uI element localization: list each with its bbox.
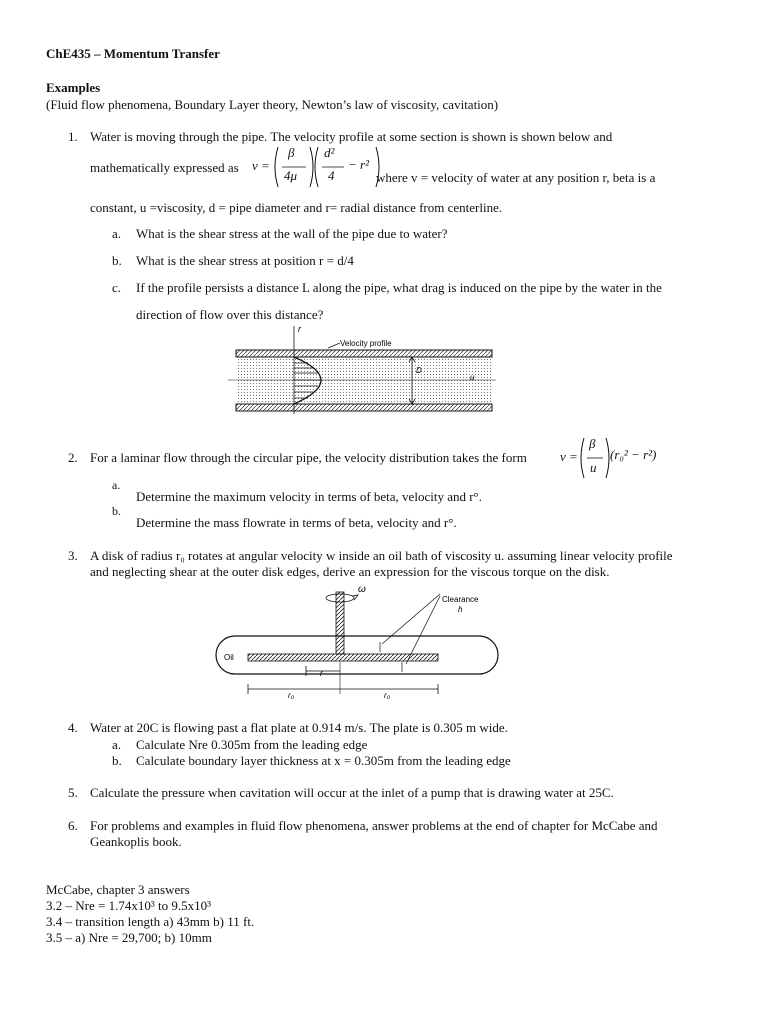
disk-fig-ro-left: r₀ [288,691,295,700]
q2-number: 2. [68,450,78,465]
course-title: ChE435 – Momentum Transfer [46,46,220,61]
q1a-text: What is the shear stress at the wall of the pipe due to water? [136,226,448,241]
q1-line3: constant, u =viscosity, d = pipe diameter and r= radial distance from centerline. [90,200,503,215]
q6-line1: For problems and examples in fluid flow phenomena, answer problems at the end of chapter for McCabe and [90,818,658,833]
eq1-beta: β [288,145,295,160]
q4a-label: a. [112,737,122,752]
q1-line2a: mathematically expressed as [90,160,239,175]
q1b-text: What is the shear stress at position r = d/4 [136,253,354,268]
eq2-lhs: v = [560,449,578,464]
q4a-text: Calculate Nre 0.305m from the leading edge [136,737,368,752]
eq2-u: u [590,460,597,475]
disk-fig-oil: Oil [224,653,234,662]
q1a-label: a. [112,226,122,241]
q1-number: 1. [68,129,78,144]
eq1-4: 4 [328,168,335,183]
section-heading: Examples [46,80,101,95]
q3-line1: A disk of radius r₀ rotates at angular velocity w inside an oil bath of viscosity u. assuming linear velocity profile [90,548,673,563]
q6-line2: Geankoplis book. [90,834,182,849]
disk-fig-r: r [320,669,323,678]
topics-line: (Fluid flow phenomena, Boundary Layer theory, Newton’s law of viscosity, cavitation) [46,97,499,112]
q2-text: For a laminar flow through the circular pipe, the velocity distribution takes the form [90,450,527,465]
pipe-fig-profile-label: Velocity profile [340,339,392,348]
disk-torque-figure [212,584,504,706]
q1c-text1: If the profile persists a distance L along the pipe, what drag is induced on the pipe by the water in the [136,280,662,295]
q4-text: Water at 20C is flowing past a flat plate at 0.914 m/s. The plate is 0.305 m wide. [90,720,508,735]
eq2-beta: β [589,436,596,451]
q2b-label: b. [112,504,121,518]
eq1-lhs: v = [252,158,270,173]
disk-fig-omega: ω [358,584,366,595]
q6-number: 6. [68,818,78,833]
pipe-fig-u-label: u [470,373,475,382]
q1b-label: b. [112,253,122,268]
disk-fig-clearance: Clearance [442,595,479,604]
pipe-velocity-figure [228,322,500,418]
q2b-text: Determine the mass flowrate in terms of beta, velocity and r°. [136,515,457,530]
q4b-text: Calculate boundary layer thickness at x = 0.305m from the leading edge [136,753,511,768]
eq1-4mu: 4μ [284,168,298,183]
answer-3-2: 3.2 – Nre = 1.74x10³ to 9.5x10³ [46,898,211,913]
disk-fig-h: h [458,605,463,614]
q1c-label: c. [112,280,122,295]
q2a-text: Determine the maximum velocity in terms of beta, velocity and r°. [136,489,482,504]
q1-line1: Water is moving through the pipe. The velocity profile at some section is shown is shown below and [90,129,613,144]
q1-line2b: where v = velocity of water at any position r, beta is a [376,170,656,185]
pipe-fig-d-label: D [416,366,422,375]
eq2-rest: (r₀² − r²) [610,447,657,462]
pipe-fig-r-label: r [298,324,301,334]
q5-number: 5. [68,785,78,800]
q2a-label: a. [112,478,121,492]
eq1-d2: d² [324,145,335,160]
disk-fig-ro-right: r₀ [384,691,391,700]
q4b-label: b. [112,753,122,768]
q3-number: 3. [68,548,78,563]
eq1-minus-r2: − r² [348,157,369,172]
answers-title: McCabe, chapter 3 answers [46,882,190,897]
q5-text: Calculate the pressure when cavitation will occur at the inlet of a pump that is drawing water at 25C. [90,785,614,800]
answer-3-4: 3.4 – transition length a) 43mm b) 11 ft. [46,914,255,929]
answer-3-5: 3.5 – a) Nre = 29,700; b) 10mm [46,930,212,945]
q1c-text2: direction of flow over this distance? [136,307,324,322]
q4-number: 4. [68,720,78,735]
q3-line2: and neglecting shear at the outer disk edges, derive an expression for the viscous torque on the disk. [90,564,610,579]
